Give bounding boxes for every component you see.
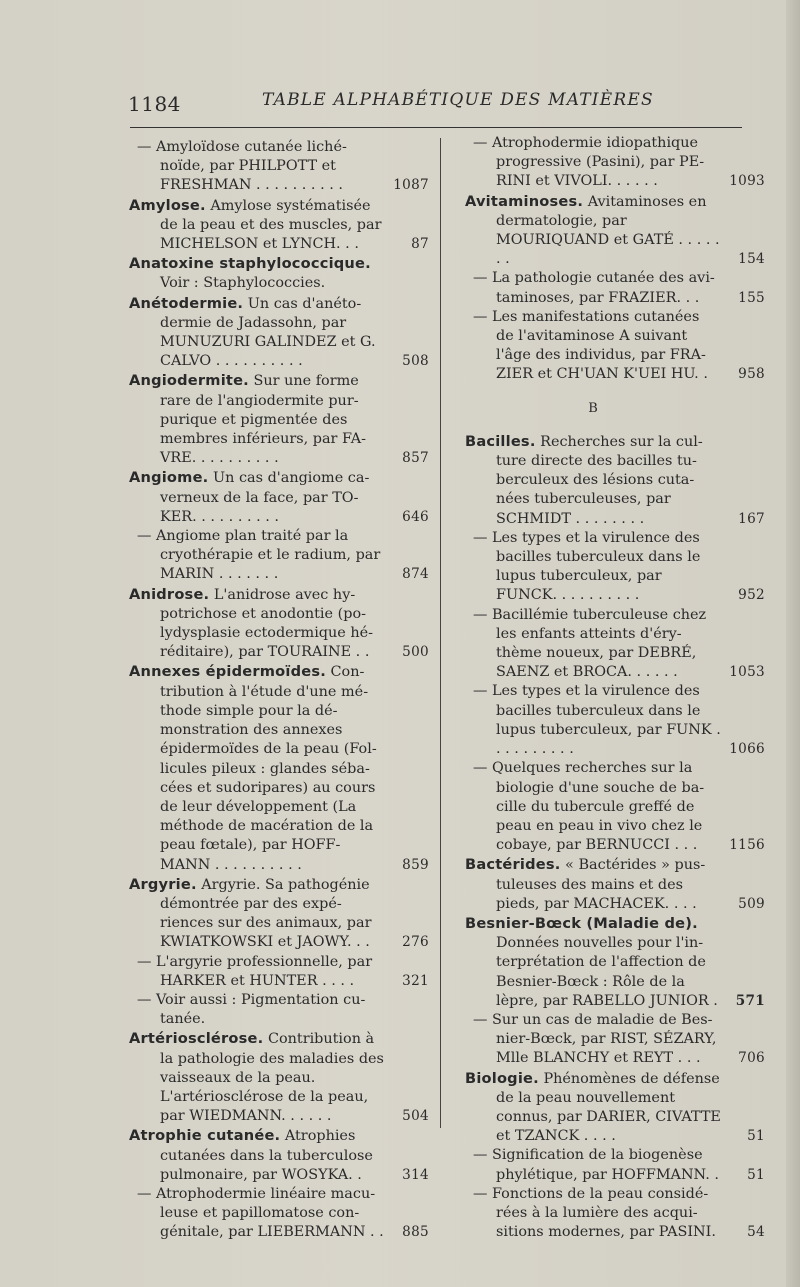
index-entry: [465, 1146, 765, 1184]
page-reference: 646: [402, 508, 429, 525]
index-entry: [129, 991, 429, 1029]
page-reference: 155: [738, 289, 765, 306]
entry-text: Amylose systématisée de la peau et des muscles, par MICHELSON et LYNCH. . .: [160, 197, 382, 253]
index-entry: [129, 585, 429, 663]
header-rule: [130, 127, 742, 128]
page-reference: 1093: [729, 173, 765, 190]
right-column-bottom: [465, 432, 765, 1243]
index-entry: [465, 432, 765, 529]
entry-text: Contribution à l'étude d'une méthode simple pour la démonstration des annexes épidermoïdes de la peau (Follicules pileux : glandes sébacées et sudoripares) au cours de leur développement (La méthode de macération de la peau fœtale), par HOFFMANN . . . . . . . . . .: [160, 664, 377, 873]
page-reference: 51: [747, 1166, 765, 1183]
page-reference: 51: [747, 1128, 765, 1145]
page-reference: 1156: [729, 837, 765, 854]
left-column: [129, 138, 429, 1243]
index-entry: [465, 682, 765, 759]
entry-heading: Angiodermite.: [129, 372, 249, 390]
page-reference: 167: [738, 510, 765, 527]
right-column: [465, 134, 765, 1242]
entry-text: Un cas d'anétodermie de Jadassohn, par MUNUZURI GALINDEZ et G. CALVO . . . . . . . . . .: [160, 295, 376, 370]
page-reference: 1087: [393, 177, 429, 194]
index-entry: [129, 527, 429, 585]
page-reference: 508: [402, 353, 429, 370]
index-entry: [129, 138, 429, 196]
entry-text: Données nouvelles pour l'interprétation de l'affection de Besnier-Bœck : Rôle de la lèpre, par RABELLO JUNIOR .: [496, 935, 718, 1009]
page-reference: 1053: [729, 664, 765, 681]
entry-heading: Anétodermie.: [129, 294, 244, 312]
index-entry: [129, 1029, 429, 1126]
page-reference: 952: [738, 587, 765, 604]
index-entry: [129, 254, 429, 293]
entry-text: — Signification de la biogenèse phylétique, par HOFFMANN. .: [473, 1147, 719, 1183]
entry-text: — L'argyrie professionnelle, par HARKER et HUNTER . . . .: [137, 953, 373, 989]
index-entry: [465, 1011, 765, 1069]
entry-heading: Bacilles.: [465, 432, 536, 450]
entry-heading: Anidrose.: [129, 585, 210, 603]
page-reference: 321: [402, 972, 429, 989]
index-entry: [129, 1185, 429, 1243]
running-title: TABLE ALPHABÉTIQUE DES MATIÈRES: [262, 90, 654, 110]
entry-text: — Les manifestations cutanées de l'avitaminose A suivant l'âge des individus, par FRAZIER et CH'UAN K'UEI HU. .: [473, 308, 708, 383]
entry-text: — Bacillémie tuberculeuse chez les enfants atteints d'érythème noueux, par DEBRÉ, SAENZ et BROCA. . . . . .: [473, 606, 707, 681]
page-reference: 87: [411, 236, 429, 253]
section-letter: B: [588, 400, 598, 416]
entry-heading: Argyrie.: [129, 875, 197, 893]
entry-text: — La pathologie cutanée des avitaminoses, par FRAZIER. . .: [473, 270, 715, 306]
index-entry: [465, 308, 765, 385]
entry-text: — Sur un cas de maladie de Besnier-Bœck, par RIST, SÉZARY, Mlle BLANCHY et REYT . . .: [473, 1011, 717, 1067]
page-reference: 276: [402, 934, 429, 951]
entry-text: Argyrie. Sa pathogénie démontrée par des expériences sur des animaux, par KWIATKOWSKI et JAOWY. . .: [160, 876, 372, 951]
entry-heading: Avitaminoses.: [465, 192, 584, 210]
index-entry: [465, 855, 765, 914]
index-entry: [465, 1185, 765, 1243]
entry-text: — Atrophodermie linéaire maculeuse et papillomatose congénitale, par LIEBERMANN . .: [137, 1185, 384, 1241]
page-reference: 859: [402, 856, 429, 873]
index-entry: [465, 192, 765, 270]
right-column-top: [465, 134, 765, 385]
entry-heading: Biologie.: [465, 1069, 539, 1087]
entry-text: — Atrophodermie idiopathique progressive (Pasini), par PERINI et VIVOLI. . . . . .: [473, 135, 705, 190]
page-reference: 571: [735, 992, 765, 1009]
page-reference: 857: [402, 450, 429, 467]
index-entry: [465, 914, 765, 1011]
index-entry: [465, 529, 765, 606]
entry-text: L'anidrose avec hypotrichose et anodontie (polydysplasie ectodermique héréditaire), par TOURAINE . .: [160, 586, 374, 661]
column-divider: [440, 138, 441, 1128]
entry-heading: Amylose.: [129, 196, 206, 214]
index-entry: [129, 662, 429, 874]
entry-text: — Amyloïdose cutanée lichénoïde, par PHILPOTT et FRESHMAN . . . . . . . . . .: [137, 139, 347, 194]
entry-text: Contribution à la pathologie des maladies des vaisseaux de la peau. L'artériosclérose de la peau, par WIEDMANN. . . . . .: [160, 1031, 384, 1125]
page-reference: 500: [402, 644, 429, 661]
entry-text: — Les types et la virulence des bacilles tuberculeux dans le lupus tuberculeux, par FUNCK. . . . . . . . . .: [473, 529, 701, 604]
index-entry: [129, 1126, 429, 1185]
index-entry: [129, 875, 429, 953]
entry-text: Phénomènes de défense de la peau nouvellement connus, par DARIER, CIVATTE et TZANCK . . . .: [496, 1070, 721, 1145]
page-reference: 314: [402, 1166, 429, 1183]
page-reference: 1066: [729, 741, 765, 758]
entry-text: — Quelques recherches sur la biologie d'une souche de bacille du tubercule greffé de peau en peau in vivo chez le cobaye, par BERNUCCI . . .: [473, 760, 705, 854]
page-reference: 706: [738, 1050, 765, 1067]
entry-text: — Angiome plan traité par la cryothérapie et le radium, par MARIN . . . . . . .: [137, 528, 381, 583]
page-number: 1184: [128, 92, 181, 116]
page-reference: 509: [738, 895, 765, 912]
page-reference: 154: [738, 251, 765, 268]
page-reference: 874: [402, 566, 429, 583]
index-entry: [129, 371, 429, 468]
index-entry: [465, 606, 765, 683]
entry-text: « Bactérides » pustuleuses des mains et des pieds, par MACHACEK. . . .: [496, 857, 706, 912]
index-entry: [465, 759, 765, 855]
entry-text: — Les types et la virulence des bacilles tuberculeux dans le lupus tuberculeux, par FUNK . . . . . . . . . .: [473, 683, 721, 758]
entry-text: Voir : Staphylococcies.: [160, 275, 326, 292]
page-edge: [786, 0, 800, 1287]
index-entry: [465, 1069, 765, 1147]
index-entry: [129, 196, 429, 255]
entry-text: Avitaminoses en dermatologie, par MOURIQUAND et GATÉ . . . . . . .: [496, 193, 720, 268]
entry-heading: Atrophie cutanée.: [129, 1127, 281, 1145]
page-reference: 504: [402, 1108, 429, 1125]
index-entry: [465, 269, 765, 307]
index-entry: [129, 468, 429, 527]
page-reference: 54: [747, 1224, 765, 1241]
entry-text: — Voir aussi : Pigmentation cutanée.: [137, 991, 366, 1028]
entry-text: Atrophies cutanées dans la tuberculose pulmonaire, par WOSYKA. .: [160, 1128, 373, 1183]
entry-text: — Fonctions de la peau considérées à la lumière des acquisitions modernes, par PASINI.: [473, 1185, 716, 1241]
entry-heading: Anatoxine staphylococcique.: [129, 255, 371, 273]
page-reference: 885: [402, 1224, 429, 1241]
index-entry: [129, 953, 429, 991]
entry-heading: Annexes épidermoïdes.: [129, 663, 326, 681]
page-reference: 958: [738, 366, 765, 383]
entry-heading: Artériosclérose.: [129, 1030, 264, 1048]
index-entry: [465, 134, 765, 192]
entry-text: Recherches sur la culture directe des bacilles tuberculeux des lésions cutanées tuberculeuses, par SCHMIDT . . . . . . . .: [496, 433, 703, 527]
entry-heading: Angiome.: [129, 469, 209, 487]
index-entry: [129, 294, 429, 372]
entry-heading: Besnier-Bœck (Maladie de).: [465, 914, 698, 932]
entry-text: Un cas d'angiome caverneux de la face, par TOKER. . . . . . . . . .: [160, 470, 370, 525]
entry-heading: Bactérides.: [465, 856, 561, 874]
entry-text: Sur une forme rare de l'angiodermite purpurique et pigmentée des membres inférieurs, par FAVRE. . . . . . . . . .: [160, 373, 367, 467]
